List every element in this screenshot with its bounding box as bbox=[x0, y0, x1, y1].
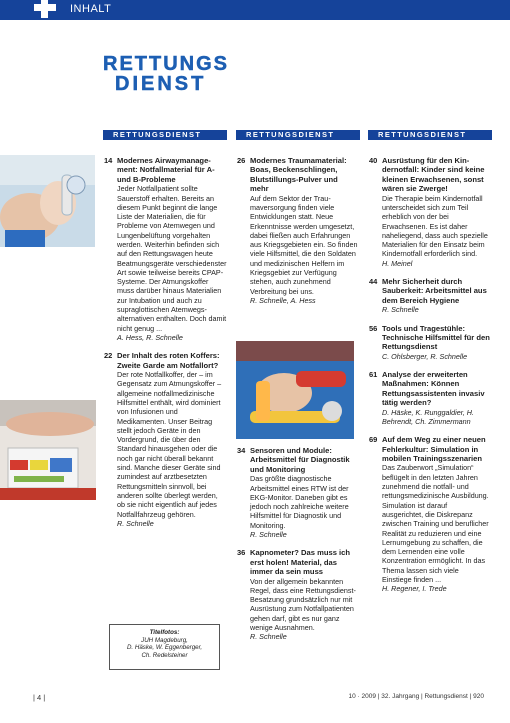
page-number: 34 bbox=[237, 446, 246, 455]
plus-icon bbox=[32, 0, 60, 20]
page-number: 14 bbox=[104, 156, 113, 165]
column-heading: RETTUNGSDIENST bbox=[368, 130, 492, 140]
article-title: Auf dem Weg zu einer neuen Fehlerkultur: Simulation in mobilen Trainingsszenarien bbox=[382, 435, 486, 464]
article-title: Tools und Tragestühle: Technische Hilfsmittel für den Rettungsdienst bbox=[382, 323, 490, 352]
article-title: Sensoren und Module: Arbeitsmittel für Diagnostik und Monitoring bbox=[250, 446, 350, 474]
article-authors: R. Schnelle bbox=[250, 530, 287, 539]
photo-credits: Titelfotos: JUH Magdeburg, D. Häske, W. Eggenberger, Ch. Redelsteiner bbox=[109, 624, 220, 670]
article-authors: H. Meinel bbox=[382, 258, 413, 268]
article-authors: R. Schnelle bbox=[250, 632, 287, 642]
page-number-footer: | 4 | bbox=[33, 693, 46, 702]
article-title: Modernes Traumamaterial: Boas, Beckenschlingen, Blutstillungs-Pulver und mehr bbox=[250, 156, 347, 194]
toc-entry[interactable] bbox=[237, 156, 358, 305]
article-summary: Der rote Notfallkoffer, der – im Gegensatz zum Atmungskoffer – allgemeine notfallmedizinische Hilfsmittel enthält, wird dominiert von Infusionen und Medikamenten. Unser Beitrag stellt jedoch Geräte in den Vordergrund, die über den Standard hinausgehen oder die noch gar nicht überall bekannt sind. Manche dieser Geräte sind zumindest auf arztbesetzten Rettungsmitteln sinnvoll, bei anderen sollte überlegt werden, ob sie nicht eigentlich auf jedes Notfallfahrzeug gehören. bbox=[117, 370, 222, 519]
toc-entry[interactable] bbox=[104, 156, 227, 342]
article-title: Kapnometer? Das muss ich erst holen! Material, das immer da sein muss bbox=[250, 548, 351, 577]
article-summary: Auf dem Sektor der Traumaversorgung finden viele Entwicklungen statt. Neue Erkenntnisse werden umgesetzt, dabei fließen auch Erfahrungen aus Kriegsgebieten ein. So finden viele Hilfsmittel, die den Soldaten und medizinischen Helfern im Kriegsgebiet zur Verfügung stehen, auch zunehmend Verbreitung bei uns. bbox=[250, 193, 358, 296]
issue-info: 10 · 2009 | 32. Jahrgang | Rettungsdienst | 920 bbox=[348, 693, 484, 700]
section-label: INHALT bbox=[70, 3, 112, 15]
column-heading: RETTUNGSDIENST bbox=[103, 130, 227, 140]
page-number: 69 bbox=[369, 435, 378, 445]
page-number: 36 bbox=[237, 548, 246, 558]
article-title: Modernes Airwaymanagement: Notfallmaterial für A- und B-Probleme bbox=[117, 156, 215, 184]
article-authors: R. Schnelle bbox=[117, 518, 154, 528]
article-authors: D. Häske, K. Runggaldier, H. Behrendt, Ch. Zimmermann bbox=[382, 407, 474, 426]
column-1 bbox=[104, 156, 227, 528]
toc-entry[interactable] bbox=[369, 435, 490, 594]
page-number: 61 bbox=[369, 370, 378, 380]
article-authors: R. Schnelle, A. Hess bbox=[250, 295, 316, 305]
article-summary: Von der allgemein bekannten Regel, dass eine Rettungsdienst-Besatzung grundsätzlich nur mit Ausrüstung zum Notfallpatienten gehen darf, gibt es nur ganz wenige Ausnahmen. bbox=[250, 576, 356, 632]
airway-training-photo bbox=[0, 155, 95, 247]
toc-entry[interactable] bbox=[369, 277, 490, 315]
toc-entry[interactable] bbox=[369, 156, 490, 268]
article-authors: A. Hess, R. Schnelle bbox=[117, 332, 183, 342]
toc-entry[interactable] bbox=[237, 446, 358, 539]
toc-entry[interactable] bbox=[104, 351, 227, 528]
article-authors: C. Ohlsberger, R. Schnelle bbox=[382, 351, 468, 361]
page-number: 56 bbox=[369, 323, 378, 333]
toc-entry[interactable] bbox=[237, 548, 358, 642]
toc-entry[interactable] bbox=[369, 370, 490, 426]
trauma-equipment-photo bbox=[236, 341, 354, 439]
article-summary: Die Therapie beim Kindernotfall unterscheidet sich zum Teil erheblich von der bei Erwachsenen. Es ist daher naheliegend, dass auch spezielle Materialien für den Einsatz beim Kindernotfall erforderlich sind. bbox=[382, 193, 488, 259]
column-2-lower bbox=[237, 446, 358, 642]
article-summary: Jeder Notfallpatient sollte Sauerstoff erhalten. Bereits an diesem Punkt beginnt die lange Liste der Materialien, die für Probleme von Atemwegen und Lungenbelüftung vorgehalten werden. Weiterhin befinden sich auf den Rettungswagen heute Beatmungsgeräte verschiedenster Art sowie teilweise bereits CPAP-Systeme. Der Atmungskoffer muss darüber hinaus Materialien zur Intubation und auch zu supraglottischen Atemwegsalternativen enthalten. Doch damit nicht genug ... bbox=[117, 184, 227, 333]
column-3 bbox=[369, 156, 490, 594]
page-number: 44 bbox=[369, 277, 378, 286]
article-title: Der Inhalt des roten Koffers: Zweite Garde am Notfallort? bbox=[117, 351, 220, 370]
article-title: Ausrüstung für den Kindernotfall: Kinder sind keine kleinen Erwachsenen, sonst wären sie Zwerge! bbox=[382, 156, 485, 194]
emergency-case-photo bbox=[0, 400, 96, 500]
article-title: Analyse der erweiterten Maßnahmen: Können Rettungsassistenten invasiv tätig werden? bbox=[382, 370, 485, 408]
page-number: 22 bbox=[104, 351, 113, 361]
article-authors: H. Regener, I. Trede bbox=[382, 584, 447, 594]
column-heading: RETTUNGSDIENST bbox=[236, 130, 360, 140]
rettungsdienst-logo: RETTUNGS DIENST bbox=[103, 53, 229, 95]
article-title: Mehr Sicherheit durch Sauberkeit: Arbeitsmittel aus dem Bereich Hygiene bbox=[382, 277, 487, 305]
toc-entry[interactable] bbox=[369, 323, 490, 362]
article-summary: Das größte diagnostische Arbeitsmittel eines RTW ist der EKG-Monitor. Daneben gibt es jedoch noch zahlreiche weitere Hilfsmittel für Diagnostik und Monitoring. bbox=[250, 474, 349, 530]
page-number: 26 bbox=[237, 156, 246, 165]
article-summary: Das Zauberwort „Simulation“ beflügelt in den letzten Jahren zunehmend die notfall- und rettungsmedizinische Ausbildung. Simulation ist darauf ausgerichtet, die Diskrepanz zwischen Training und beruflicher Realität zu reduzieren und eine Lernumgebung zu schaffen, die dem Lernenden eine volle Konzentration ermöglicht. In das Thema lassen sich viele Einstiege finden ... bbox=[382, 463, 489, 585]
page-number: 40 bbox=[369, 156, 378, 165]
article-authors: R. Schnelle bbox=[382, 305, 419, 315]
column-2 bbox=[237, 156, 358, 305]
